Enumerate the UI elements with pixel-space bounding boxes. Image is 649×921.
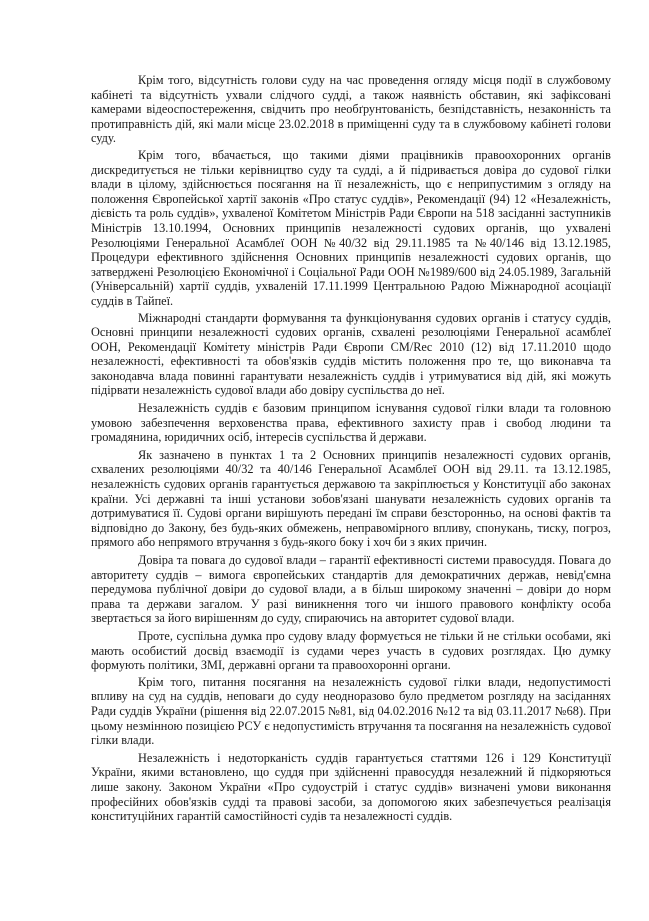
paragraph-6: Довіра та повага до судової влади – гарантії ефективності системи правосуддя. Повага до авторитету суддів – вимога європейських стандартів для демократичних держав, невід'ємна передумова публічної довіри до судової влади, а в більш широкому значенні – довіри до норм права та держави загалом. У разі виникнення того чи іншого правового конфлікту особа звертається за його вирішенням до суду, спираючись на авторитет судової влади.	[91, 553, 611, 626]
paragraph-7: Проте, суспільна думка про судову владу формується не тільки й не стільки особами, які мають особистий досвід взаємодії із судами через участь в судових розглядах. Цю думку формують політики, ЗМІ, державні органи та правоохоронні органи.	[91, 628, 611, 673]
paragraph-5: Як зазначено в пунктах 1 та 2 Основних принципів незалежності судових органів, схвалених резолюціями 40/32 та 40/146 Генеральної Асамблеї ООН від 29.11. та 13.12.1985, незалежність судових органів гарантується державою та закріплюється у Конституції або законах країни. Усі державні та інші установи зобов'язані шанувати незалежність судових органів та дотримуватися її. Судові органи вирішують передані їм справи безсторонньо, на основі фактів та відповідно до Закону, без будь-яких обмежень, неправомірного впливу, спонукань, тиску, погроз, прямого або непрямого втручання з будь-якого боку і хоч би з яких причин.	[91, 447, 611, 550]
paragraph-3: Міжнародні стандарти формування та функціонування судових органів і статусу суддів, Основні принципи незалежності судових органів, схвалені резолюціями Генеральної асамблеї ООН, Рекомендації Комітету міністрів Ради Європи CM/Rec 2010 (12) від 17.11.2010 щодо незалежності, ефективності та обов'язків суддів містить положення про те, що виконавча та законодавча влада повинні гарантувати незалежність суддів і утримуватися від дій, які можуть підірвати незалежність судової влади або довіру суспільства до неї.	[91, 310, 611, 398]
paragraph-9: Незалежність і недоторканість суддів гарантується статтями 126 і 129 Конституції України, якими встановлено, що суддя при здійсненні правосуддя незалежний й підкоряються лише закону. Законом України «Про судоустрій і статус суддів» визначені умови виконання професійних обов'язків судді та правові засоби, за допомогою яких забезпечується реалізація конституційних гарантій самостійності судів та незалежності суддів.	[91, 750, 611, 824]
paragraph-1: Крім того, відсутність голови суду на час проведення огляду місця події в службовому кабінеті та відсутність ухвали слідчого судді, а також наявність обставин, які зафіксовані камерами відеоспостереження, свідчить про необґрунтованість, безпідставність, незаконність та протиправність дій, які мали місце 23.02.2018 в приміщенні суду та в службовому кабінеті голови суду.	[91, 73, 611, 146]
paragraph-4: Незалежність суддів є базовим принципом існування судової гілки влади та головною умовою забезпечення верховенства права, ефективного захисту прав і свобод людини та громадянина, юридичних осіб, інтересів суспільства й держави.	[91, 401, 611, 445]
paragraph-8: Крім того, питання посягання на незалежність судової гілки влади, недопустимості впливу на суд на суддів, неповаги до суду неодноразово було предметом розгляду на засіданнях Ради суддів України (рішення від 22.07.2015 №81, від 04.02.2016 №12 та від 03.11.2017 №68). При цьому незмінною позицією РСУ є недопустимість втручання та посягання на незалежність судової гілки влади.	[91, 674, 611, 748]
paragraph-2: Крім того, вбачається, що такими діями працівників правоохоронних органів дискредитується не тільки керівництво суду та судді, а й підривається довіра до судової гілки влади в цілому, здійснюється посягання на її незалежність, що є неприпустимим з огляду на положення Європейської хартії законів «Про статус суддів», Рекомендації (94) 12 «Незалежність, дієвість та роль суддів», ухваленої Комітетом Міністрів Ради Європи на 518 засіданні заступників Міністрів 13.10.1994, Основних принципів незалежності судових органів, що ухвалені Резолюціями Генеральної Асамблеї ООН №40/32 від 29.11.1985 та №40/146 від 13.12.1985, Процедури ефективного здійснення Основних принципів незалежності судових органів, що затверджені Резолюцією Економічної і Соціальної Ради ООН №1989/600 від 24.05.1989, Загальній (Універсальній) хартії суддів, ухваленій 17.11.1999 Центральною Радою Міжнародної асоціації суддів в Тайпеї.	[91, 147, 611, 308]
